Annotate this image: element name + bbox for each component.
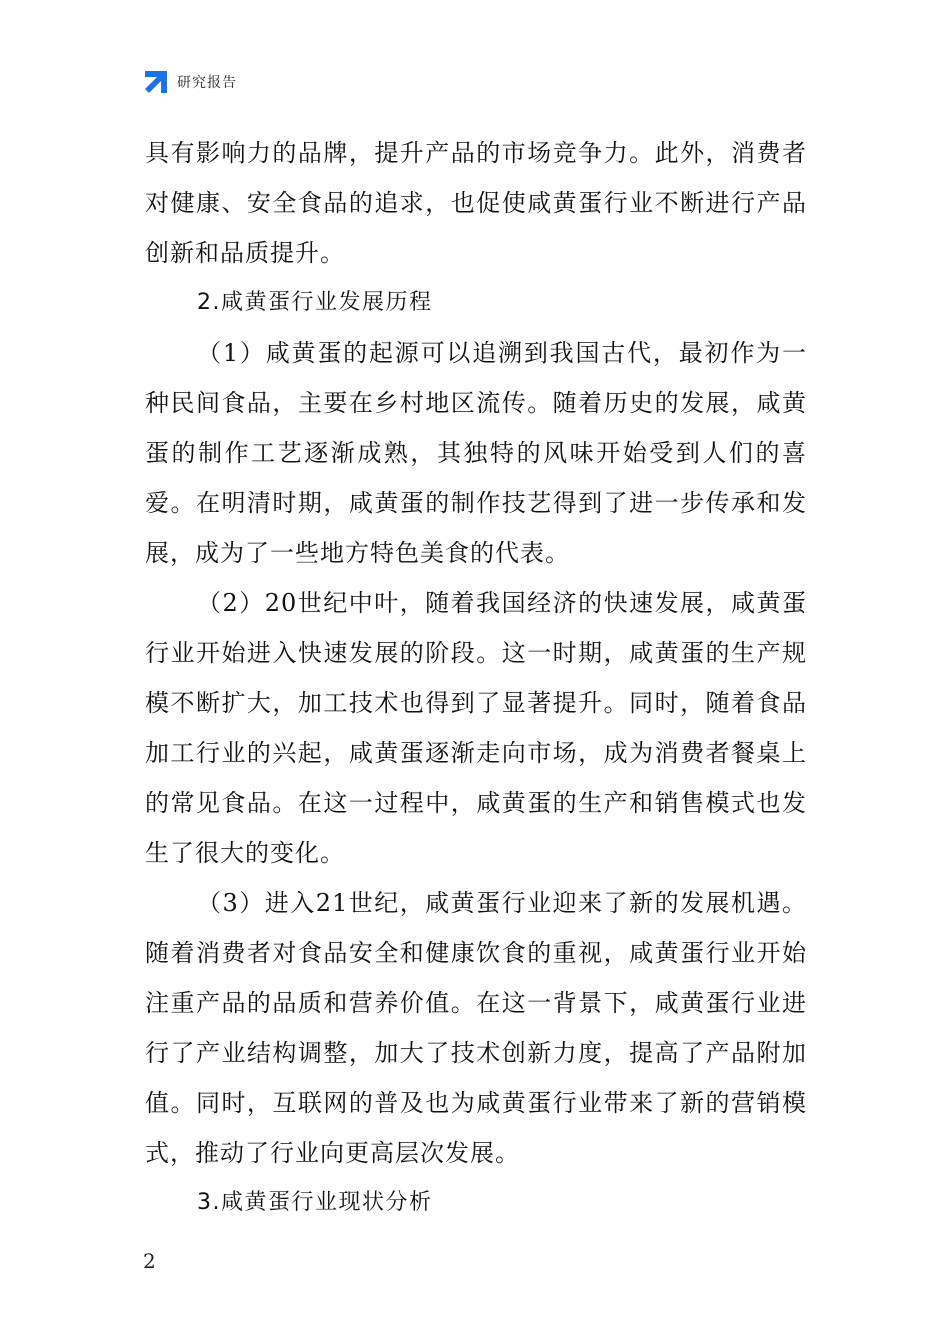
paragraph-history-3: （3）进入21世纪，咸黄蛋行业迎来了新的发展机遇。随着消费者对食品安全和健康饮食的重视，咸黄蛋行业开始注重产品的品质和营养价值。在这一背景下，咸黄蛋行业进行了产业结构调整，加大了技术创新力度，提高了产品附加值。同时，互联网的普及也为咸黄蛋行业带来了新的营销模式，推动了行业向更高层次发展。 — [145, 889, 807, 1167]
page-number: 2 — [143, 1249, 156, 1273]
document-body — [145, 128, 807, 1228]
header-title: 研究报告 — [177, 75, 237, 91]
paragraph-history-2: （2）20世纪中叶，随着我国经济的快速发展，咸黄蛋行业开始进入快速发展的阶段。这一时期，咸黄蛋的生产规模不断扩大，加工技术也得到了显著提升。同时，随着食品加工行业的兴起，咸黄蛋逐渐走向市场，成为消费者餐桌上的常见食品。在这一过程中，咸黄蛋的生产和销售模式也发生了很大的变化。 — [145, 589, 807, 867]
paragraph-intro: 具有影响力的品牌，提升产品的市场竞争力。此外，消费者对健康、安全食品的追求，也促使咸黄蛋行业不断进行产品创新和品质提升。 — [145, 139, 807, 267]
page-header — [143, 68, 237, 96]
paragraph-history-1: （1）咸黄蛋的起源可以追溯到我国古代，最初作为一种民间食品，主要在乡村地区流传。随着历史的发展，咸黄蛋的制作工艺逐渐成熟，其独特的风味开始受到人们的喜爱。在明清时期，咸黄蛋的制作技艺得到了进一步传承和发展，成为了一些地方特色美食的代表。 — [145, 339, 807, 567]
section-heading-history: 2.咸黄蛋行业发展历程 — [197, 290, 433, 315]
section-heading-status: 3.咸黄蛋行业现状分析 — [197, 1190, 433, 1215]
arrow-up-right-logo-icon — [143, 69, 169, 95]
